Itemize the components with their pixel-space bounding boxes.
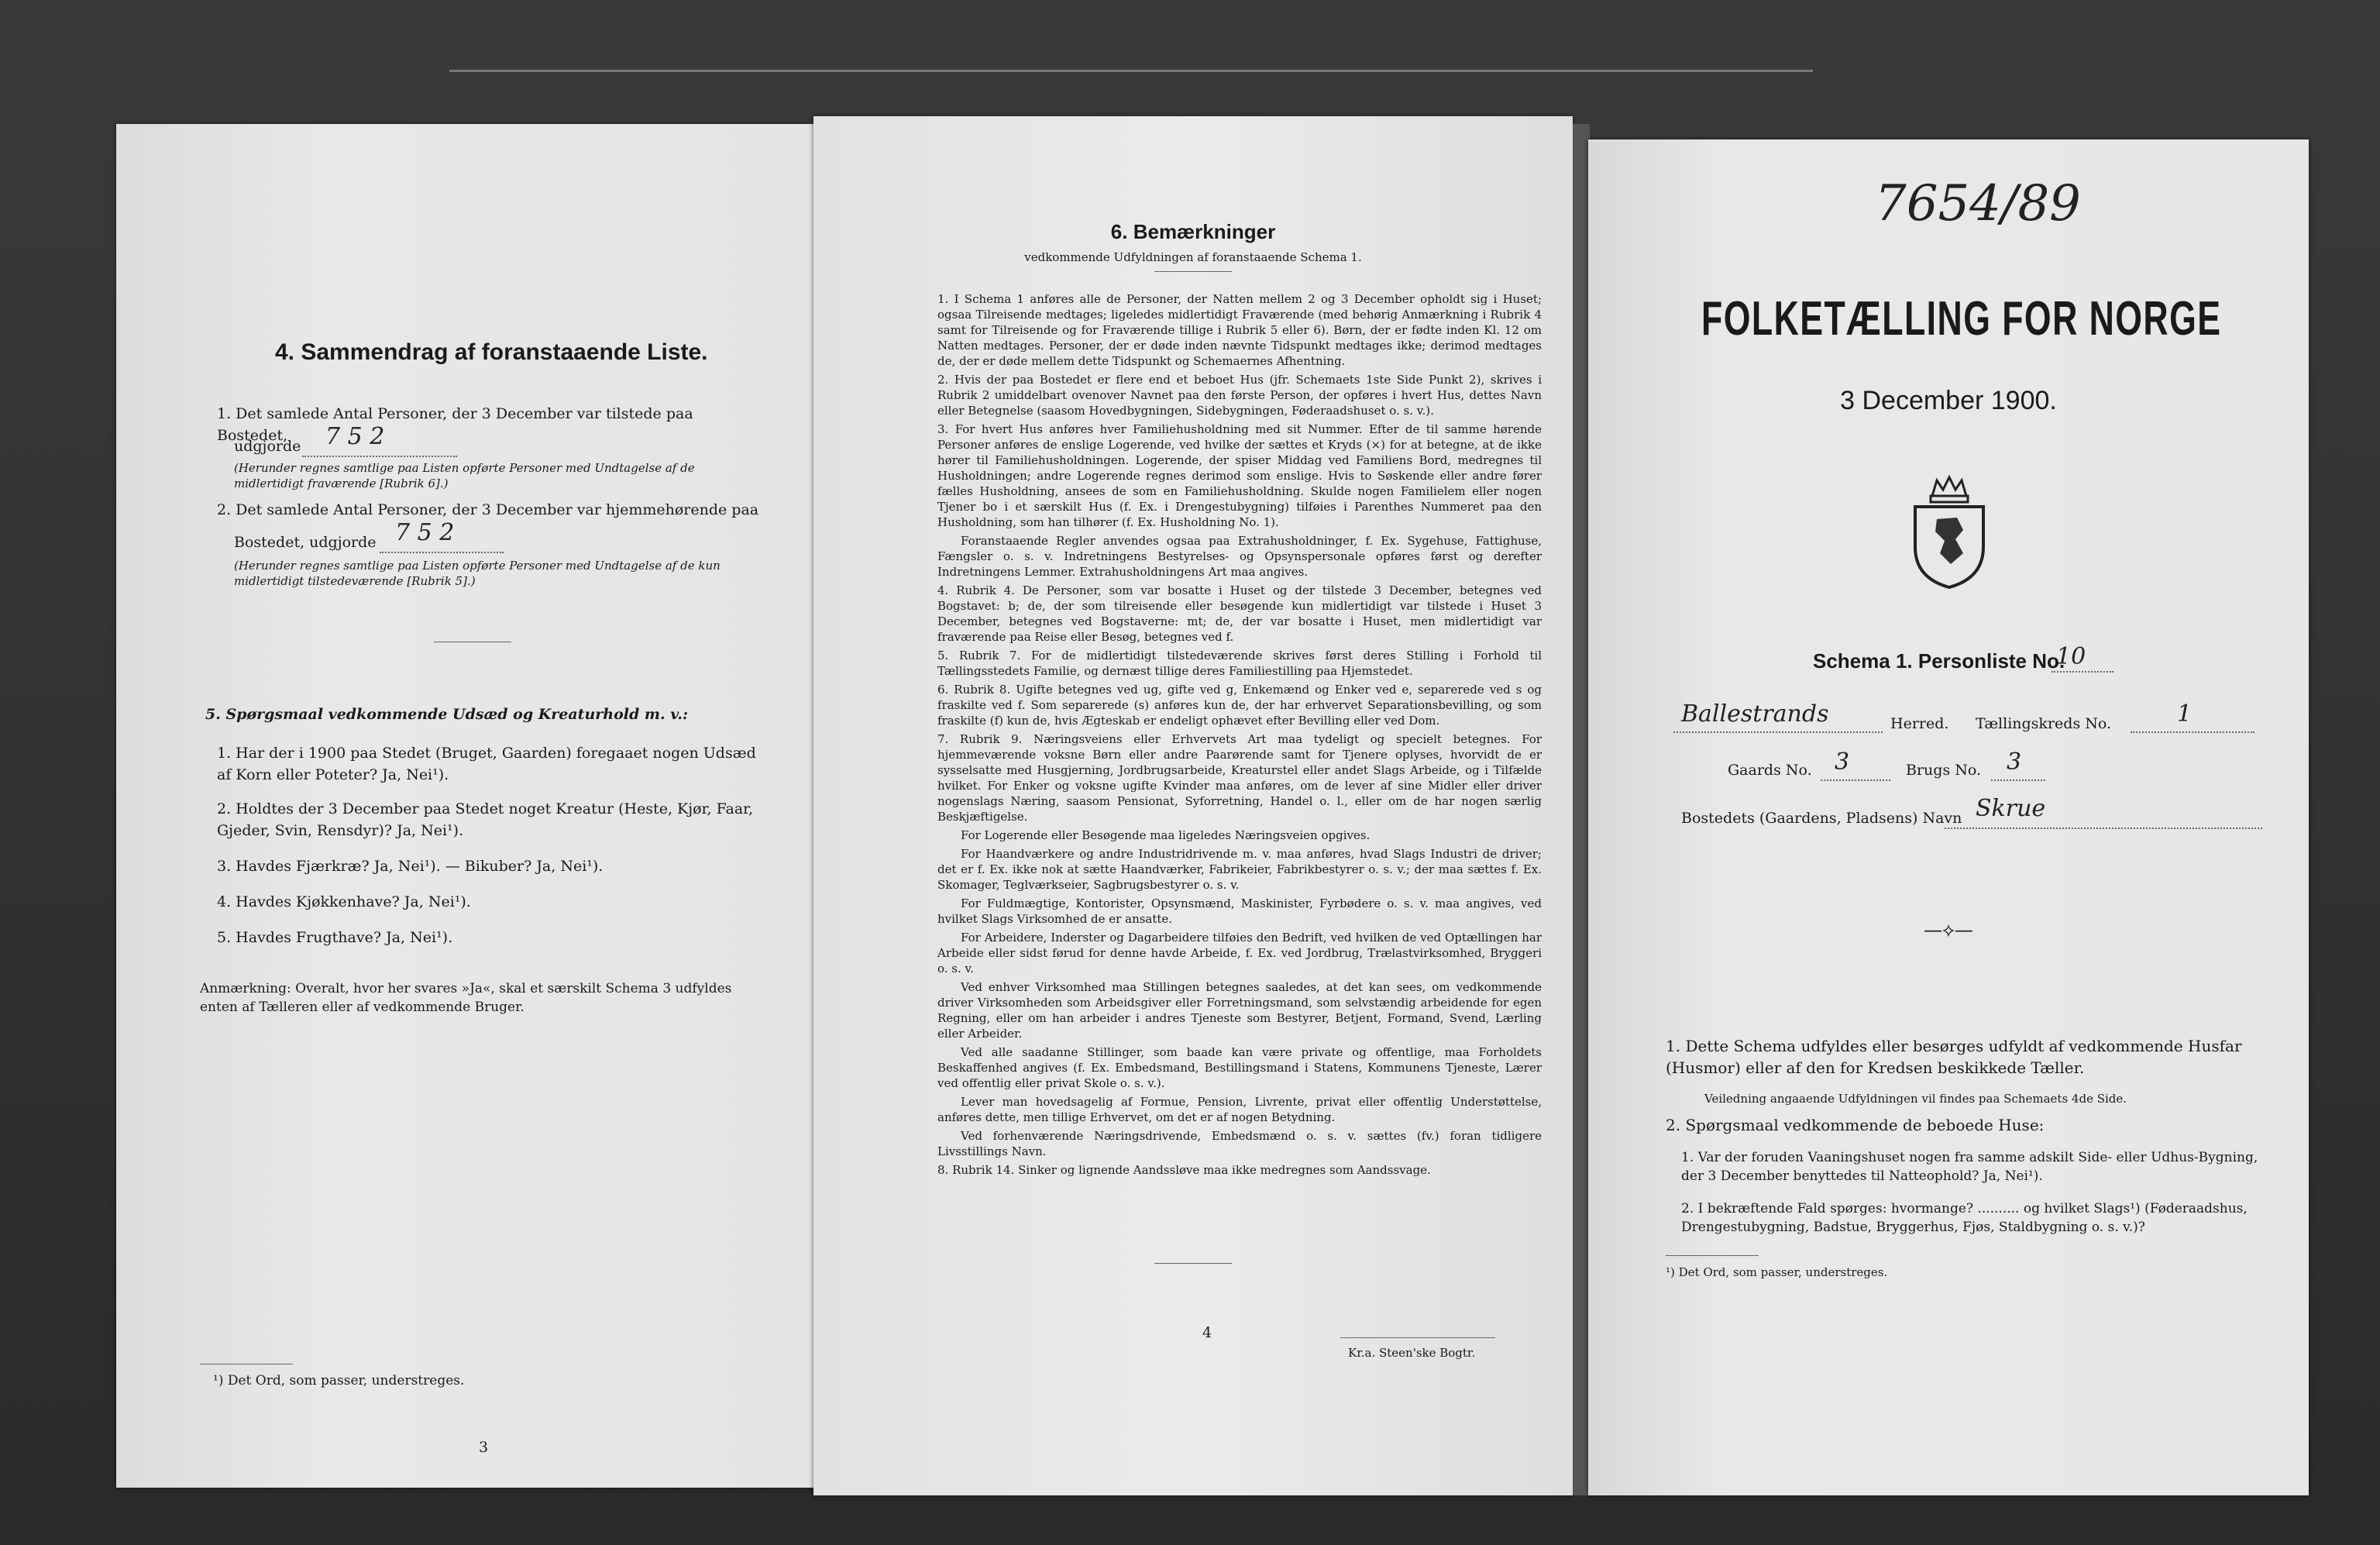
- remark-8: 8. Rubrik 14. Sinker og lignende Aandssløve maa ikke medregnes som Aandssvage.: [937, 1163, 1431, 1177]
- archive-number: 7654/89: [1875, 175, 2081, 232]
- item-2-label: Bostedet, udgjorde: [234, 534, 377, 551]
- remarks-title: 6. Bemærkninger: [1110, 220, 1276, 243]
- instruction-2-2: 2. I bekræftende Fald spørges: hvormange? .......... og hvilket Slags¹) (Føderaadshus, Drengestubygning, Badstue, Bryggerhus, Fjøs, Staldbygning o. s. v.)?: [1681, 1201, 2248, 1235]
- left-page: [116, 124, 813, 1488]
- brugs-dotline: [1991, 779, 2045, 781]
- herred-label: Herred.: [1890, 715, 1949, 732]
- kreds-number: 1: [2177, 700, 2193, 728]
- bosted-dotline: [1945, 828, 2262, 829]
- page-number-4: 4: [1202, 1324, 1212, 1341]
- herred-dotline: [1673, 731, 1883, 733]
- instruction-1-sub: Veiledning angaaende Udfyldningen vil findes paa Schemaets 4de Side.: [1704, 1092, 2127, 1106]
- remark-4: 4. Rubrik 4. De Personer, som var bosatte i Huset og der tilstede 3 December, betegnes ved Bogstavet: b; de, der som tilreisende eller besøgende kun midlertidigt var tilstede i Huset 3 December, betegnes ved Bogstaverne: mt; de, der var bosatte i Huset, men midlertidigt var fraværende paa Reise eller Besøg, betegnes ved f.: [937, 583, 1542, 644]
- item-1-value: 7 5 2: [325, 423, 385, 450]
- question-4: 4. Havdes Kjøkkenhave? Ja, Nei¹).: [217, 893, 471, 910]
- schema-number: 10: [2056, 643, 2086, 670]
- gaards-number: 3: [1835, 748, 1850, 776]
- gaards-label: Gaards No.: [1728, 762, 1812, 779]
- remark-7g: Ved alle saadanne Stillinger, som baade kan være private og offentlige, maa Forholdets Beskaffenhed angives (f. Ex. Embedsmand, Bestillingsmand i Statens, Kommunens Tjeneste, Lærer ved offentlig eller privat Skole o. s. v.).: [937, 1045, 1542, 1090]
- question-1: 1. Har der i 1900 paa Stedet (Bruget, Gaarden) foregaaet nogen Udsæd af Korn eller Poteter? Ja, Nei¹).: [217, 745, 756, 783]
- remarks-end-rule: [1154, 1263, 1232, 1264]
- instruction-2: 2. Spørgsmaal vedkommende de beboede Huse:: [1666, 1116, 2045, 1134]
- census-title: FOLKETÆLLING FOR NORGE: [1701, 292, 2222, 346]
- right-footnote-rule: [1666, 1255, 1759, 1256]
- brugs-label: Brugs No.: [1906, 762, 1982, 779]
- coat-of-arms-icon: [1909, 473, 1990, 589]
- ornament-divider: —⟡—: [1924, 919, 1973, 941]
- remark-7i: Ved forhenværende Næringsdrivende, Embedsmænd o. s. v. sættes (fv.) foran tidligere Livsstillings Navn.: [937, 1129, 1542, 1158]
- middle-page: [813, 116, 1573, 1495]
- gaards-dotline: [1821, 779, 1890, 781]
- remark-3b: Foranstaaende Regler anvendes ogsaa paa Extrahusholdninger, f. Ex. Sygehuse, Fattighuse, Fængsler o. s. v. Indretningens Bestyrelses- og Opsynspersonale opføres først og derefter Indretningens Lemmer. Extrahusholdningens Art maa angives.: [937, 534, 1542, 579]
- right-page: [1588, 139, 2309, 1495]
- item-1-note: (Herunder regnes samtlige paa Listen opførte Personer med Undtagelse af de midlertidigt fraværende [Rubrik 6].): [234, 461, 695, 490]
- question-5: 5. Havdes Frugthave? Ja, Nei¹).: [217, 929, 453, 946]
- herred-value: Ballestrands: [1681, 700, 1829, 728]
- remark-3: 3. For hvert Hus anføres hver Familiehusholdning med sit Nummer. Efter de til samme hørende Personer anføres de enslige Logerende, ved hvilke der sættes et Kryds (×) for at betegne, at de ikke hører til Familiehusholdningen. Logerende, der spiser Middag ved Familiens Bord, medregnes til Husholdningen; andre Logerende regnes derimod som enslige. Hvis to Søskende eller andre fører fælles Husholdning, ansees de som en Familiehusholdning. Skulde nogen Familielem eller nogen Tjener bo i et særskilt Hus (f. Ex. i Drengestubygning) tilføies i Parenthes Nummeret paa den Husholdning, som han tilhører (f. Ex. Husholdning No. 1).: [937, 422, 1542, 529]
- bosted-value: Skrue: [1976, 795, 2046, 822]
- right-footnote: ¹) Det Ord, som passer, understreges.: [1666, 1265, 1888, 1279]
- item-2-dotline: [380, 552, 504, 553]
- item-1-dotline: [302, 456, 457, 457]
- question-2: 2. Holdtes der 3 December paa Stedet noget Kreatur (Heste, Kjør, Faar, Gjeder, Svin, Rensdyr)? Ja, Nei¹).: [217, 800, 754, 839]
- kreds-dotline: [2131, 731, 2254, 733]
- book-gutter: [1573, 124, 1590, 1495]
- remark-7e: For Arbeidere, Inderster og Dagarbeidere tilføies den Bedrift, ved hvilken de ved Optællingen har Arbeide eller sidst førud for denne havde Arbeide, f. Ex. ved Jordbrug, Trælastvirksomhed, Bryggeri o. s. v.: [937, 931, 1542, 976]
- schema-dotline: [2052, 671, 2113, 673]
- remark-7d: For Fuldmægtige, Kontorister, Opsynsmænd, Maskinister, Fyrbødere o. s. v. maa angives, ved hvilket Slags Virksomhed de er ansatte.: [937, 896, 1542, 926]
- census-date: 3 December 1900.: [1840, 386, 2057, 415]
- remarks-list: [937, 291, 1542, 1181]
- item-2-text: 2. Det samlede Antal Personer, der 3 December var hjemmehørende paa: [217, 501, 759, 518]
- brugs-number: 3: [2007, 748, 2022, 776]
- schema-label: Schema 1. Personliste No.: [1813, 649, 2065, 673]
- item-1-label: udgjorde: [234, 438, 301, 455]
- page-number-3: 3: [479, 1439, 489, 1456]
- question-3: 3. Havdes Fjærkræ? Ja, Nei¹). — Bikuber? Ja, Nei¹).: [217, 858, 604, 875]
- instruction-1: 1. Dette Schema udfyldes eller besørges udfyldt af vedkommende Husfar (Husmor) eller af den for Kredsen beskikkede Tæller.: [1666, 1037, 2242, 1077]
- section-4-title: 4. Sammendrag af foranstaaende Liste.: [275, 339, 708, 365]
- item-2-note: (Herunder regnes samtlige paa Listen opførte Personer med Undtagelse af de kun midlertidigt tilstedeværende [Rubrik 5].): [234, 559, 721, 588]
- instruction-2-1: 1. Var der foruden Vaaningshuset nogen fra samme adskilt Side- eller Udhus-Bygning, der 3 December benyttedes til Natteophold? Ja, Nei¹).: [1681, 1150, 2258, 1184]
- bosted-label: Bostedets (Gaardens, Pladsens) Navn: [1681, 810, 1962, 827]
- remark-2: 2. Hvis der paa Bostedet er flere end et beboet Hus (jfr. Schemaets 1ste Side Punkt 2), skrives i Rubrik 2 umiddelbart ovenover Navnet paa den første Person, der opføres i hvert Hus, dettes Navn eller Betegnelse (saasom Hovedbygningen, Sidebygningen, Føderaadshuset o. s. v.).: [937, 373, 1542, 418]
- remarks-divider: [1154, 271, 1232, 272]
- remark-7f: Ved enhver Virksomhed maa Stillingen betegnes saaledes, at det kan sees, om vedkommende driver Virksomheden som Arbeidsgiver eller Forretningsmand, som selvstændig arbeidende for egen Regning, eller om han arbeider i andres Tjeneste som Bestyrer, Betjent, Formand, Svend, Lærling eller Arbeider.: [937, 980, 1542, 1041]
- remark-6: 6. Rubrik 8. Ugifte betegnes ved ug, gifte ved g, Enkemænd og Enker ved e, separerede ved s og fraskilte ved f. Som separerede (s) anføres kun de, der har erhvervet Separationsbevilling, og som fraskilte (f) kun de, hvis Ægteskab er endeligt ophævet efter Bevilling eller ved Dom.: [937, 683, 1542, 728]
- section-5-title: 5. Spørgsmaal vedkommende Udsæd og Kreaturhold m. v.:: [205, 706, 688, 723]
- remark-7b: For Logerende eller Besøgende maa ligeledes Næringsveien opgives.: [961, 828, 1371, 842]
- kreds-label: Tællingskreds No.: [1976, 715, 2111, 732]
- printer-rule: [1340, 1337, 1495, 1338]
- printer-credit: Kr.a. Steen'ske Bogtr.: [1348, 1346, 1476, 1360]
- annotation-note: Anmærkning: Overalt, hvor her svares »Ja«, skal et særskilt Schema 3 udfyldes enten af Tælleren eller af vedkommende Bruger.: [200, 981, 732, 1015]
- remark-7c: For Haandværkere og andre Industridrivende m. v. maa anføres, hvad Slags Industri de driver; det er f. Ex. ikke nok at sætte Haandværker, Fabrikeier, Fabrikbestyrer o. s. v.; der maa sættes f. Ex. Skomager, Teglværkseier, Sagbrugsbestyrer o. s. v.: [937, 847, 1542, 892]
- remark-5: 5. Rubrik 7. For de midlertidigt tilstedeværende skrives først deres Stilling i Forhold til Tællingsstedets Familie, og dernæst tillige deres Familiestilling paa Hjemstedet.: [937, 649, 1542, 678]
- remarks-subtitle: vedkommende Udfyldningen af foranstaaende Schema 1.: [1024, 250, 1362, 264]
- top-rule: [449, 70, 1813, 72]
- item-2-value: 7 5 2: [395, 519, 455, 546]
- remark-1: 1. I Schema 1 anføres alle de Personer, der Natten mellem 2 og 3 December opholdt sig i Huset; ogsaa Tilreisende medtages; ligeledes midlertidigt Fraværende (med behørig Anmærkning i Rubrik 4 samt for Tilreisende og for Fraværende tillige i Rubrik 5 eller 6). Børn, der er fødte inden Kl. 12 om Natten medtages. Personer, der er døde inden nævnte Tidspunkt medtages ikke; derimod medtages de, der er døde mellem dette Tidspunkt og Schemaernes Afhentning.: [937, 292, 1542, 368]
- remark-7: 7. Rubrik 9. Næringsveiens eller Erhvervets Art maa tydeligt og specielt betegnes. For hjemmeværende voksne Børn eller andre Paarørende samt for Tjenere oplyses, hvorvidt de er sysselsatte med Husgjerning, Jordbrugsarbeide, Kreaturstel eller andet Slags Arbeide, og i Tilfælde hvilket. For Enker og voksne ugifte Kvinder maa anføres, om de lever af sine Midler eller driver nogenslags Næring, saasom Pensionat, Syforretning, Handel o. l., eller om de har nogen særlig Beskjæftigelse.: [937, 732, 1542, 824]
- item-1-text: 1. Det samlede Antal Personer, der 3 December var tilstede paa Bostedet,: [217, 405, 693, 444]
- footnote: ¹) Det Ord, som passer, understreges.: [213, 1373, 465, 1388]
- remark-7h: Lever man hovedsagelig af Formue, Pension, Livrente, privat eller offentlig Understøttelse, anføres dette, men tillige Erhvervet, om det er af nogen Betydning.: [937, 1095, 1542, 1124]
